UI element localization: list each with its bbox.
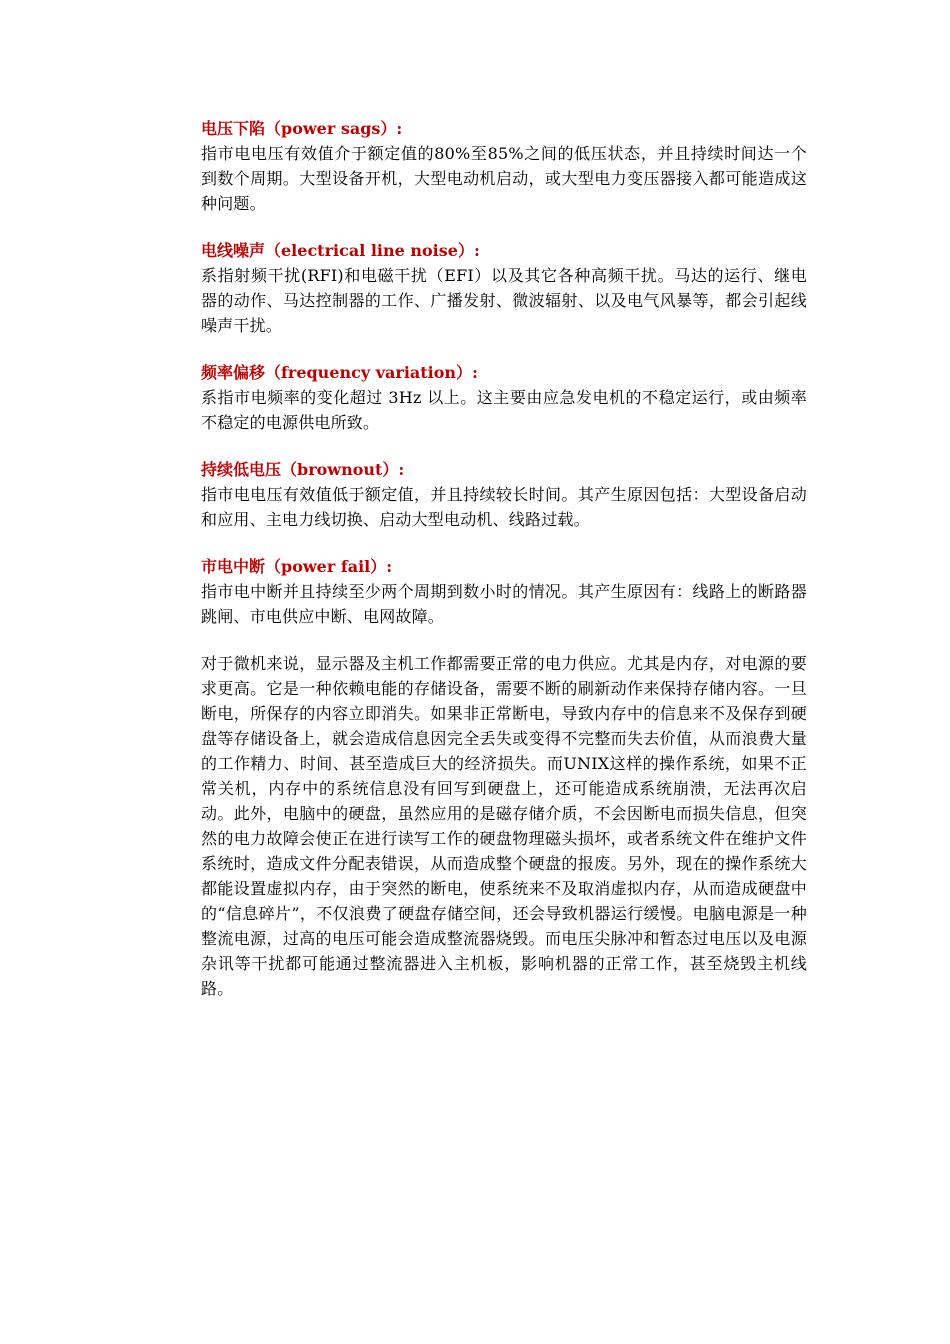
section-brownout	[201, 457, 807, 532]
section-heading: 市电中断（power fail）:	[201, 557, 393, 576]
section-power-sags	[201, 116, 807, 216]
section-heading: 频率偏移（frequency variation）:	[201, 363, 478, 382]
section-power-fail	[201, 554, 807, 629]
section-heading: 持续低电压（brownout）:	[201, 460, 405, 479]
section-body: 指市电电压有效值低于额定值，并且持续较长时间。其产生原因包括：大型设备启动和应用、主电力线切换、启动大型电动机、线路过载。	[201, 485, 807, 529]
section-body: 系指射频干扰(RFI)和电磁干扰（EFI）以及其它各种高频干扰。马达的运行、继电器的动作、马达控制器的工作、广播发射、微波辐射、以及电气风暴等，都会引起线噪声干扰。	[201, 266, 807, 335]
section-frequency-variation	[201, 360, 807, 435]
section-heading: 电压下陷（power sags）:	[201, 119, 403, 138]
section-line-noise	[201, 238, 807, 338]
section-body: 指市电电压有效值介于额定值的80%至85%之间的低压状态，并且持续时间达一个到数个周期。大型设备开机，大型电动机启动，或大型电力变压器接入都可能造成这种问题。	[201, 144, 807, 213]
section-body: 指市电中断并且持续至少两个周期到数小时的情况。其产生原因有：线路上的断路器跳闸、市电供应中断、电网故障。	[201, 582, 807, 626]
section-heading: 电线噪声（electrical line noise）:	[201, 241, 480, 260]
section-body: 系指市电频率的变化超过 3Hz 以上。这主要由应急发电机的不稳定运行，或由频率不稳定的电源供电所致。	[201, 388, 807, 432]
closing-paragraph: 对于微机来说，显示器及主机工作都需要正常的电力供应。尤其是内存，对电源的要求更高。它是一种依赖电能的存储设备，需要不断的刷新动作来保持存储内容。一旦断电，所保存的内容立即消失。如果非正常断电，导致内存中的信息来不及保存到硬盘等存储设备上，就会造成信息因完全丢失或变得不完整而失去价值，从而浪费大量的工作精力、时间、甚至造成巨大的经济损失。而UNIX这样的操作系统，如果不正常关机，内存中的系统信息没有回写到硬盘上，还可能造成系统崩溃，无法再次启动。此外，电脑中的硬盘，虽然应用的是磁存储介质，不会因断电而损失信息，但突然的电力故障会使正在进行读写工作的硬盘物理磁头损坏，或者系统文件在维护文件系统时，造成文件分配表错误，从而造成整个硬盘的报废。另外，现在的操作系统大都能设置虚拟内存，由于突然的断电，使系统来不及取消虚拟内存，从而造成硬盘中的“信息碎片”，不仅浪费了硬盘存储空间，还会导致机器运行缓慢。电脑电源是一种整流电源，过高的电压可能会造成整流器烧毁。而电压尖脉冲和暂态过电压以及电源杂讯等干扰都可能通过整流器进入主机板，影响机器的正常工作，甚至烧毁主机线路。	[201, 654, 807, 998]
document-page	[201, 116, 807, 1001]
